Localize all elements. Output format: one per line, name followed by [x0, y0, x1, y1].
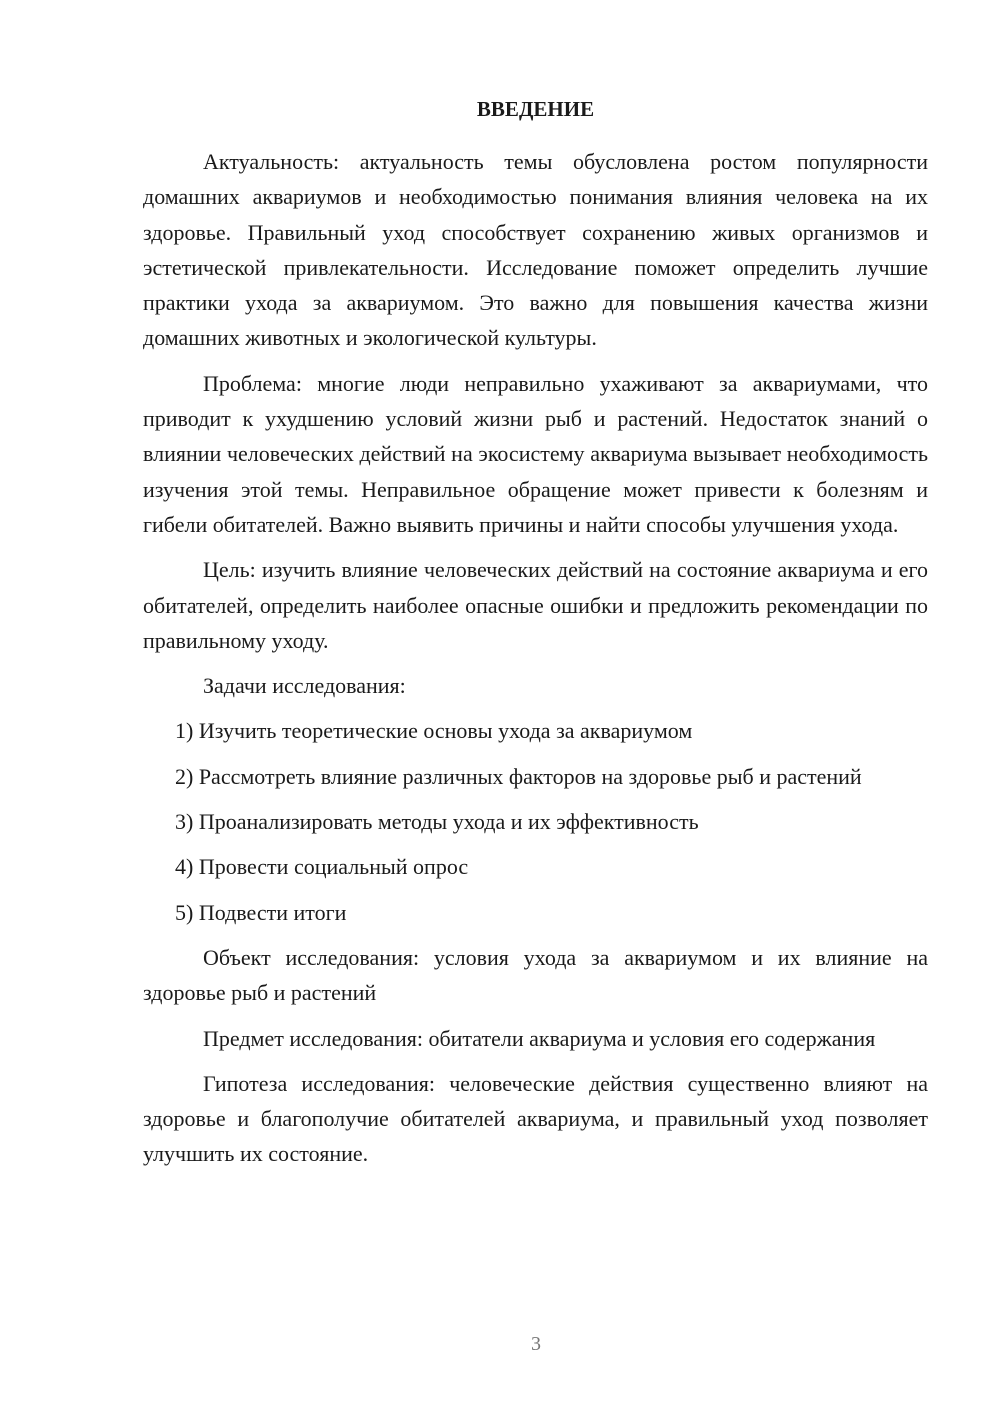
- tasks-heading: Задачи исследования:: [203, 673, 406, 699]
- subject-paragraph: Предмет исследования: обитатели аквариума и условия его содержания: [203, 1025, 876, 1051]
- problem-paragraph: Проблема: многие люди неправильно ухаживают за аквариумами, что приводит к ухудшению условий жизни рыб и растений. Недостаток знаний о влиянии человеческих действий на экосистему аквариума вызывает необходимость изучения этой темы. Неправильное обращение может привести к болезням и гибели обитателей. Важно выявить причины и найти способы улучшения ухода.: [143, 370, 928, 537]
- task-item-1: 1) Изучить теоретические основы ухода за аквариумом: [175, 718, 693, 744]
- page-number: 3: [531, 1333, 541, 1355]
- hypothesis-paragraph: Гипотеза исследования: человеческие действия существенно влияют на здоровье и благополучие обитателей аквариума, и правильный уход позволяет улучшить их состояние.: [143, 1070, 928, 1167]
- relevance-paragraph: Актуальность: актуальность темы обусловлена ростом популярности домашних аквариумов и необходимостью понимания влияния человека на их здоровье. Правильный уход способствует сохранению живых организмов и эстетической привлекательности. Исследование поможет определить лучшие практики ухода за аквариумом. Это важно для повышения качества жизни домашних животных и экологической культуры.: [143, 149, 928, 351]
- section-heading: ВВЕДЕНИЕ: [476, 97, 595, 121]
- document-body: [143, 92, 928, 1182]
- task-item-2: 2) Рассмотреть влияние различных факторов на здоровье рыб и растений: [175, 763, 862, 789]
- object-paragraph: Объект исследования: условия ухода за аквариумом и их влияние на здоровье рыб и растений: [143, 944, 928, 1006]
- task-item-4: 4) Провести социальный опрос: [175, 854, 469, 880]
- task-item-3: 3) Проанализировать методы ухода и их эффективность: [175, 809, 699, 835]
- goal-paragraph: Цель: изучить влияние человеческих действий на состояние аквариума и его обитателей, определить наиболее опасные ошибки и предложить рекомендации по правильному уходу.: [143, 557, 928, 653]
- task-item-5: 5) Подвести итоги: [175, 899, 347, 925]
